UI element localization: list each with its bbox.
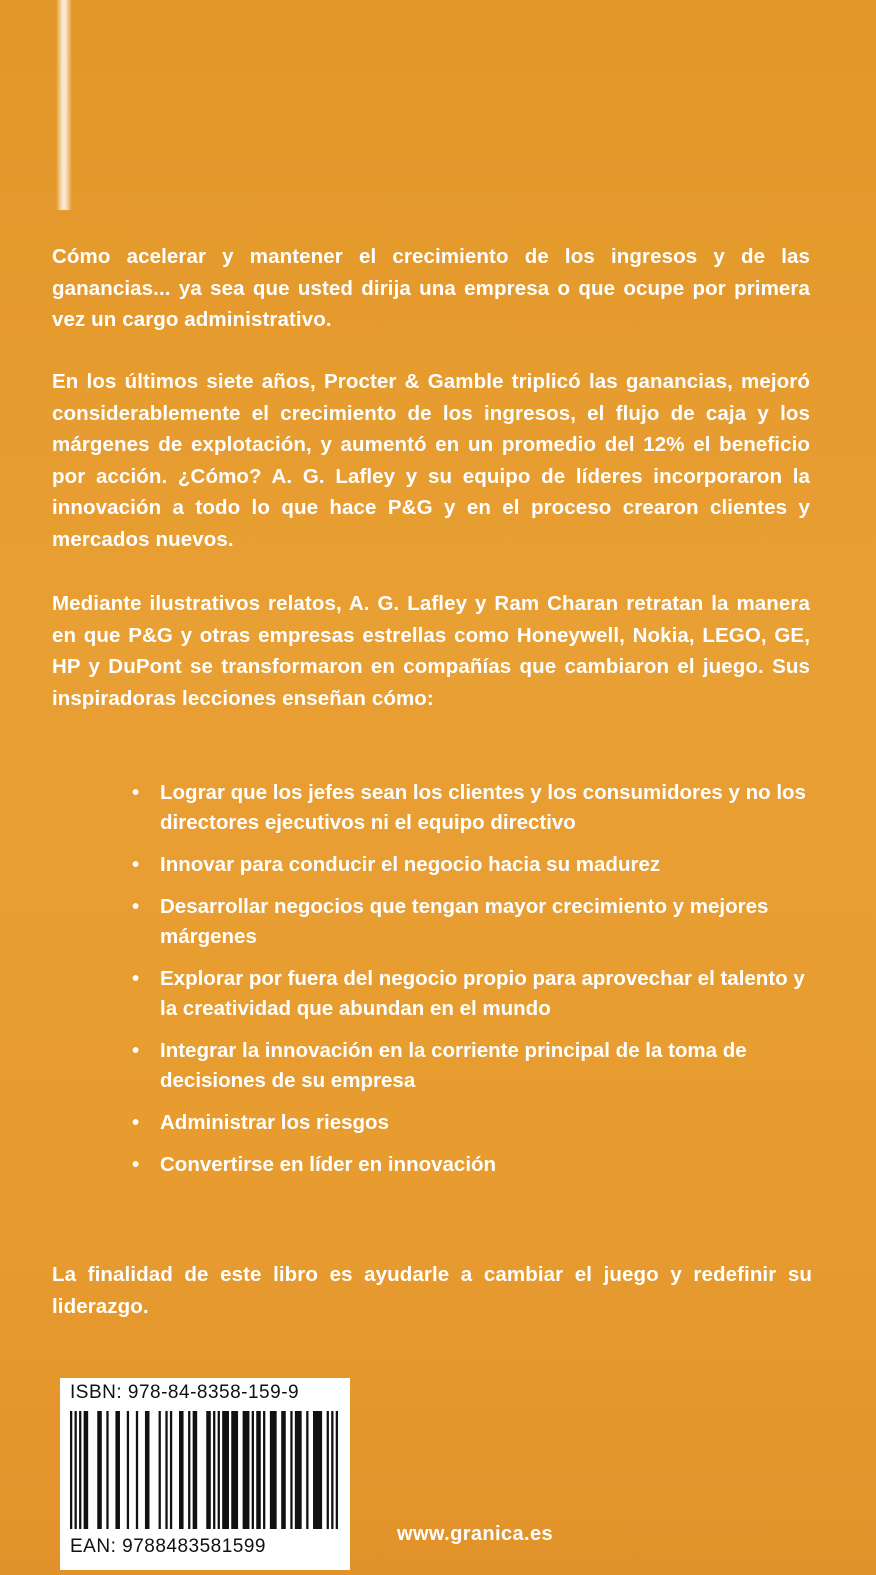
bullet-icon: • — [132, 895, 140, 918]
barcode-bar — [79, 1411, 81, 1529]
barcode-label — [60, 1378, 350, 1570]
barcode-bar — [170, 1411, 172, 1529]
barcode-bar — [106, 1411, 108, 1529]
results-paragraph: En los últimos siete años, Procter & Gamble triplicó las ganancias, mejoró considerablemente el crecimiento de los ingresos, el flujo de caja y los márgenes de explotación, y aumentó en un promedio del 12% el beneficio por acción. ¿Cómo? A. G. Lafley y su equipo de líderes incorporaron la innovación a todo lo que hace P&G y en el proceso crearon clientes y mercados nuevos. — [52, 370, 810, 551]
list-item-text: Administrar los riesgos — [160, 1111, 389, 1134]
barcode-bar — [136, 1411, 138, 1529]
barcode-bar — [115, 1411, 120, 1529]
list-item — [128, 1036, 818, 1096]
barcode-bar — [306, 1411, 308, 1529]
bullet-icon: • — [132, 1111, 140, 1134]
barcode-bar — [281, 1411, 286, 1529]
barcode-bar — [213, 1411, 215, 1529]
barcode-bar — [252, 1411, 254, 1529]
barcode-bar — [193, 1411, 198, 1529]
list-item — [128, 850, 818, 880]
barcode-bar — [295, 1411, 302, 1529]
bullet-icon: • — [132, 1153, 140, 1176]
barcode-bar — [263, 1411, 265, 1529]
barcode-bar — [145, 1411, 150, 1529]
barcode-bar — [256, 1411, 261, 1529]
barcode-bar — [159, 1411, 161, 1529]
list-item — [128, 1108, 818, 1138]
bullet-icon: • — [132, 853, 140, 876]
barcode-bar — [188, 1411, 190, 1529]
barcode-bar — [179, 1411, 184, 1529]
ean-text: EAN: 9788483581599 — [70, 1536, 266, 1557]
list-item-text: Desarrollar negocios que tengan mayor crecimiento y mejores márgenes — [160, 895, 769, 948]
barcode-bar — [222, 1411, 229, 1529]
list-item-text: Innovar para conducir el negocio hacia su madurez — [160, 853, 661, 876]
decorative-stripe — [56, 0, 72, 210]
list-item-text: Lograr que los jefes sean los clientes y los consumidores y no los directores ejecutivos ni el equipo directivo — [160, 781, 806, 834]
list-item-text: Integrar la innovación en la corriente principal de la toma de decisiones de su empresa — [160, 1039, 747, 1092]
barcode-bar — [165, 1411, 167, 1529]
list-item — [128, 964, 818, 1024]
barcode-bar — [84, 1411, 89, 1529]
barcode-bar — [270, 1411, 277, 1529]
bullet-icon: • — [132, 967, 140, 990]
barcode-bar — [97, 1411, 102, 1529]
list-item — [128, 778, 818, 838]
bullet-icon: • — [132, 781, 140, 804]
list-item — [128, 892, 818, 952]
isbn-text: ISBN: 978-84-8358-159-9 — [70, 1382, 300, 1403]
barcode-bar — [218, 1411, 220, 1529]
barcode-bar — [206, 1411, 211, 1529]
barcode-bar — [331, 1411, 333, 1529]
intro-paragraph: Cómo acelerar y mantener el crecimiento de los ingresos y de las ganancias... ya sea que usted dirija una empresa o que ocupe por primera vez un cargo administrativo. — [52, 245, 810, 331]
publisher-website: www.granica.es — [397, 1523, 554, 1545]
barcode-bar — [336, 1411, 338, 1529]
list-item-text: Convertirse en líder en innovación — [160, 1153, 497, 1176]
lessons-list — [128, 778, 818, 1192]
barcode-bar — [290, 1411, 292, 1529]
barcode-bar — [313, 1411, 322, 1529]
bullet-icon: • — [132, 1039, 140, 1062]
barcode-bar — [127, 1411, 129, 1529]
barcode-bar — [75, 1411, 77, 1529]
barcode-bar — [327, 1411, 329, 1529]
barcode-bar — [231, 1411, 238, 1529]
list-item-text: Explorar por fuera del negocio propio para aprovechar el talento y la creatividad que abundan en el mundo — [160, 967, 805, 1020]
barcode-bar — [243, 1411, 250, 1529]
list-item — [128, 1150, 818, 1180]
barcode-bar — [70, 1411, 72, 1529]
barcode-image — [70, 1411, 338, 1529]
closing-paragraph: La finalidad de este libro es ayudarle a cambiar el juego y redefinir su liderazgo. — [52, 1263, 812, 1318]
lessons-paragraph: Mediante ilustrativos relatos, A. G. Lafley y Ram Charan retratan la manera en que P&G y otras empresas estrellas como Honeywell, Nokia, LEGO, GE, HP y DuPont se transformaron en compañías que cambiaron el juego. Sus inspiradoras lecciones enseñan cómo: — [52, 592, 810, 710]
